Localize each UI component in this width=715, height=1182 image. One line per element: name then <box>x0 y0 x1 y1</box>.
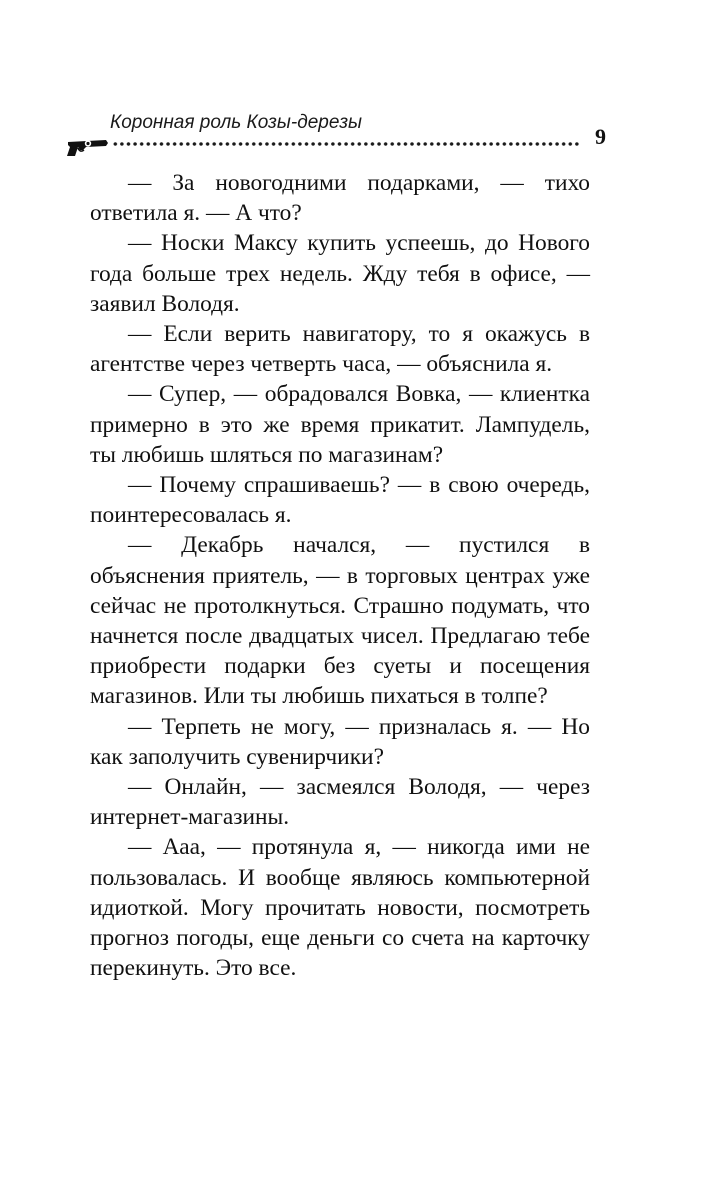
paragraph: — Почему спрашиваешь? — в свою очередь, поинтересовалась я. <box>90 472 590 529</box>
paragraph: — Ааа, — протянула я, — никогда ими не пользовалась. И вообще являюсь компьютерной идиоткой. Могу прочитать новости, посмотреть прогноз погоды, еще деньги со счета на карточку перекинуть. Это все. <box>90 834 590 982</box>
paragraph: — Терпеть не могу, — призналась я. — Но как заполучить сувенирчики? <box>90 713 590 770</box>
paragraph: — Носки Максу купить успеешь, до Нового года больше трех недель. Жду тебя в офисе, — заявил Володя. <box>90 230 590 317</box>
revolver-icon <box>66 134 110 160</box>
dotted-leader <box>112 142 580 146</box>
paragraph: — Декабрь начался, — пустился в объяснения приятель, — в торговых центрах уже сейчас не протолкнуться. Страшно подумать, что начнется после двадцатых чисел. Предлагаю тебе приобрести подарки без суеты и посещения магазинов. Или ты любишь пихаться в толпе? <box>90 532 590 710</box>
paragraph: — Супер, — обрадовался Вовка, — клиентка примерно в это же время прикатит. Лампудель, ты любишь шляться по магазинам? <box>90 381 590 468</box>
running-header <box>66 108 606 154</box>
paragraph: — Если верить навигатору, то я окажусь в агентстве через четверть часа, — объяснила я. <box>90 321 590 378</box>
page-number: 9 <box>595 124 606 149</box>
body-text <box>90 168 590 983</box>
paragraph: — Онлайн, — засмеялся Володя, — через интернет-магазины. <box>90 774 590 831</box>
running-title: Коронная роль Козы-дерезы <box>110 112 363 133</box>
paragraph: — За новогодними подарками, — тихо ответила я. — А что? <box>90 170 590 227</box>
